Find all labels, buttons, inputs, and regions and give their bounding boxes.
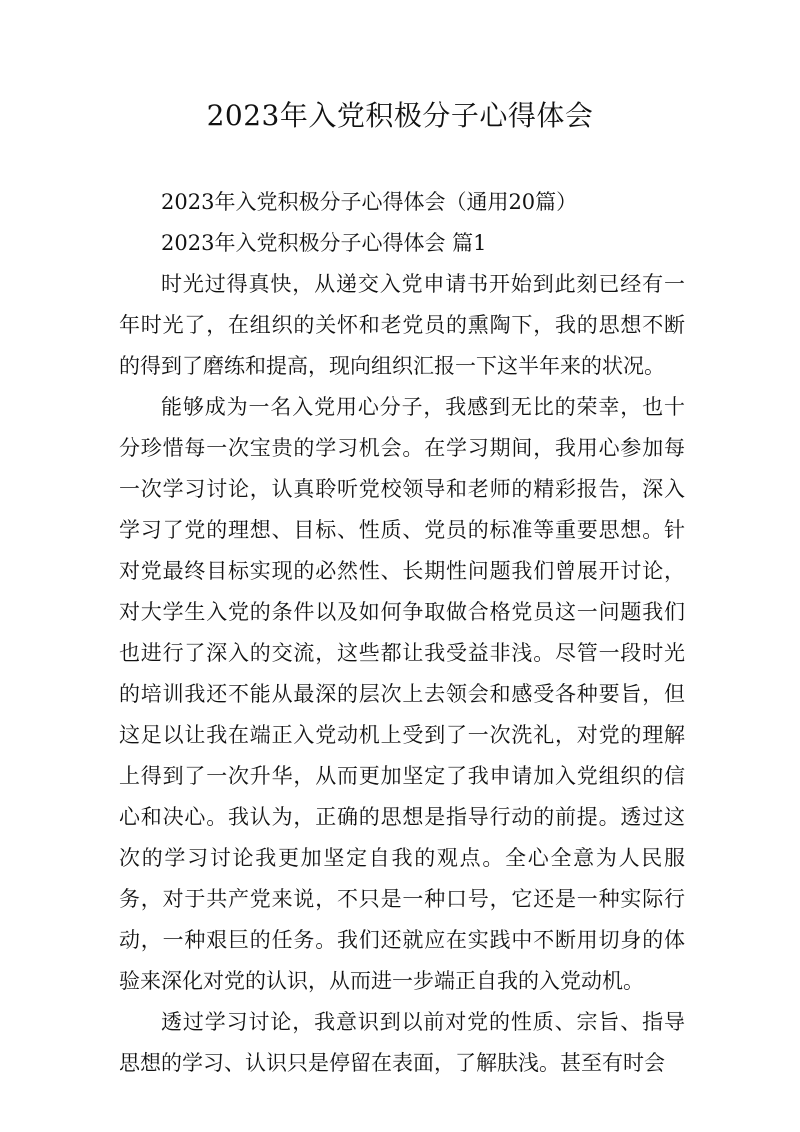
document-subtitle: 2023年入党积极分子心得体会（通用20篇） <box>161 190 578 214</box>
paragraph-2: 能够成为一名入党用心分子，我感到无比的荣幸，也十分珍惜每一次宝贵的学习机会。在学习期间，我用心参加每一次学习讨论，认真聆听党校领导和老师的精彩报告，深入学习了党的理想、目标、性质、党员的标准等重要思想。针对党最终目标实现的必然性、长期性问题我们曾展开讨论，对大学生入党的条件以及如何争取做合格党员这一问题我们也进行了深入的交流，这些都让我受益非浅。尽管一段时光的培训我还不能从最深的层次上去领会和感受各种要旨，但这足以让我在端正入党动机上受到了一次洗礼，对党的理解上得到了一次升华，从而更加坚定了我申请加入党组织的信心和决心。我认为，正确的思想是指导行动的前提。透过这次的学习讨论我更加坚定自我的观点。全心全意为人民服务，对于共产党来说，不只是一种口号，它还是一种实际行动，一种艰巨的任务。我们还就应在实践中不断用切身的体验来深化对党的认识，从而进一步端正自我的入党动机。 <box>119 395 685 993</box>
paragraph-1: 时光过得真快，从递交入党申请书开始到此刻已经有一年时光了，在组织的关怀和老党员的熏陶下，我的思想不断的得到了磨练和提高，现向组织汇报一下这半年来的状况。 <box>119 272 685 378</box>
document-title: 2023年入党积极分子心得体会 <box>206 99 594 132</box>
section-heading: 2023年入党积极分子心得体会 篇1 <box>161 231 487 255</box>
document-body <box>119 182 685 1084</box>
paragraph-3: 透过学习讨论，我意识到以前对党的性质、宗旨、指导思想的学习、认识只是停留在表面，了解肤浅。甚至有时会 <box>119 1010 685 1075</box>
